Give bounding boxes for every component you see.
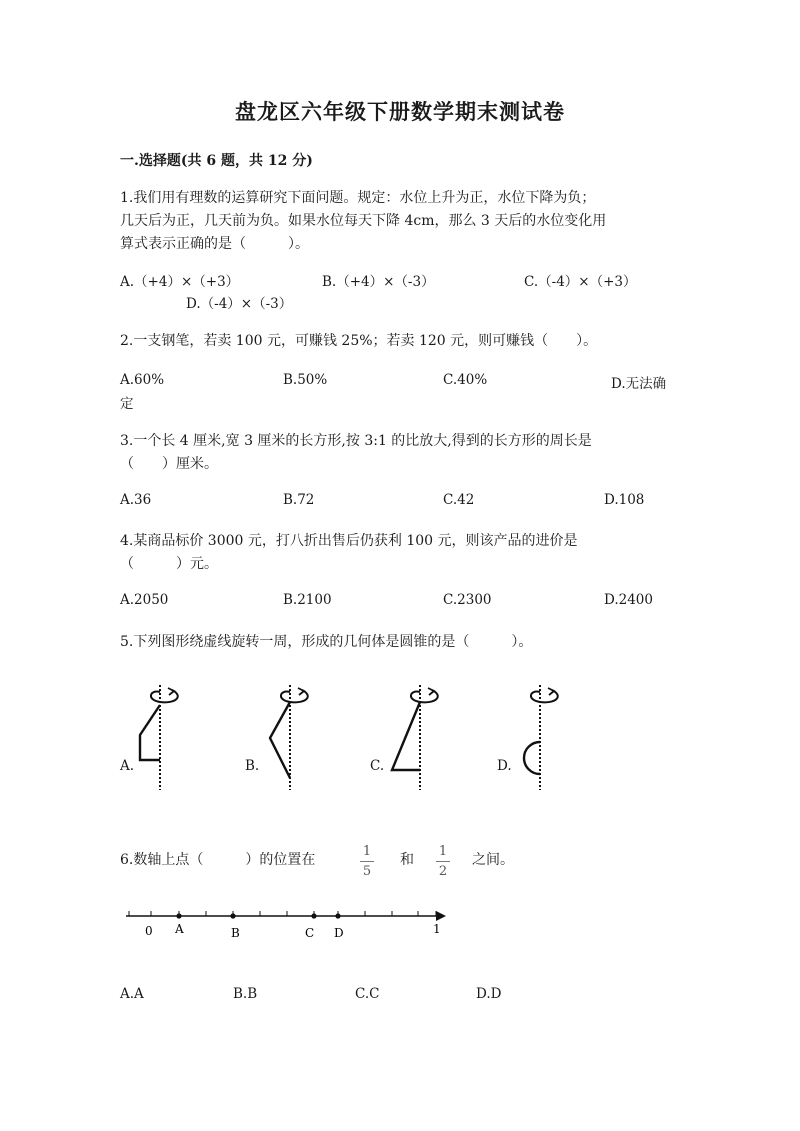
question-3-option-b[interactable]: B.72 bbox=[283, 492, 315, 508]
question-3-option-c[interactable]: C.42 bbox=[443, 492, 475, 508]
question-2-option-d[interactable]: D.无法确 bbox=[611, 376, 667, 392]
question-1-line-2: 几天后为正，几天前为负。如果水位每天下降 4cm，那么 3 天后的水位变化用 bbox=[120, 213, 607, 229]
question-6-between: 和 bbox=[400, 852, 414, 868]
question-1-option-c[interactable]: C.（-4）×（+3） bbox=[524, 274, 637, 290]
number-line bbox=[118, 902, 458, 952]
question-1-option-d[interactable]: D.（-4）×（-3） bbox=[186, 296, 293, 312]
question-5-option-b[interactable]: B. bbox=[245, 758, 260, 774]
fraction-one-half bbox=[433, 844, 453, 879]
fraction-one-fifth bbox=[357, 844, 377, 879]
figure-b[interactable] bbox=[270, 685, 308, 790]
point-a-dot bbox=[176, 913, 181, 918]
figure-b-outline bbox=[270, 702, 290, 778]
question-5-option-c[interactable]: C. bbox=[370, 758, 385, 774]
figure-c-outline bbox=[392, 702, 420, 770]
question-6-option-d[interactable]: D.D bbox=[476, 986, 502, 1002]
question-4-option-a[interactable]: A.2050 bbox=[120, 592, 169, 608]
figure-d-outline bbox=[524, 742, 540, 774]
arrow-head-icon bbox=[428, 688, 434, 695]
question-1-option-a[interactable]: A.（+4）×（+3） bbox=[120, 274, 240, 290]
point-d-dot bbox=[335, 913, 340, 918]
label-c: C bbox=[305, 926, 315, 940]
question-1-line-3: 算式表示正确的是（ ）。 bbox=[120, 236, 309, 252]
question-3-line-2: （ ）厘米。 bbox=[120, 456, 218, 472]
question-3-option-d[interactable]: D.108 bbox=[604, 492, 645, 508]
question-6-option-c[interactable]: C.C bbox=[355, 986, 380, 1002]
question-4-line-1: 4.某商品标价 3000 元，打八折出售后仍获利 100 元，则该产品的进价是 bbox=[120, 533, 578, 549]
question-3-line-1: 3.一个长 4 厘米,宽 3 厘米的长方形,按 3:1 的比放大,得到的长方形的周长是 bbox=[120, 433, 592, 449]
fraction-denominator: 2 bbox=[438, 864, 448, 879]
section-heading: 一.选择题(共 6 题，共 12 分) bbox=[120, 153, 313, 169]
figure-d[interactable] bbox=[524, 685, 558, 790]
arrow-head-icon bbox=[548, 688, 554, 695]
rotation-figures bbox=[110, 680, 590, 800]
label-one: 1 bbox=[433, 922, 441, 936]
question-6-option-b[interactable]: B.B bbox=[233, 986, 258, 1002]
arrow-head-icon bbox=[298, 688, 304, 695]
figure-a-outline bbox=[140, 705, 160, 760]
question-2-option-d-wrap: 定 bbox=[120, 396, 134, 412]
label-d: D bbox=[334, 926, 344, 940]
figure-c[interactable] bbox=[392, 685, 438, 790]
question-6-option-a[interactable]: A.A bbox=[120, 986, 144, 1002]
question-2-option-a[interactable]: A.60% bbox=[120, 372, 165, 388]
fraction-bar bbox=[436, 861, 450, 862]
fraction-bar bbox=[360, 861, 374, 862]
question-2-line-1: 2.一支钢笔，若卖 100 元，可赚钱 25%；若卖 120 元，则可赚钱（ ）。 bbox=[120, 333, 598, 349]
question-6-text-after: 之间。 bbox=[472, 852, 514, 868]
fraction-denominator: 5 bbox=[362, 864, 372, 879]
figure-a[interactable] bbox=[140, 685, 178, 790]
label-a: A bbox=[175, 922, 184, 936]
question-6-text-before: 6.数轴上点（ ）的位置在 bbox=[120, 852, 316, 868]
question-4-option-c[interactable]: C.2300 bbox=[443, 592, 492, 608]
question-3-option-a[interactable]: A.36 bbox=[120, 492, 152, 508]
question-4-option-d[interactable]: D.2400 bbox=[604, 592, 653, 608]
question-2-option-b[interactable]: B.50% bbox=[283, 372, 328, 388]
axis-arrow-icon bbox=[436, 911, 446, 921]
question-5-option-a[interactable]: A. bbox=[120, 758, 135, 774]
question-4-option-b[interactable]: B.2100 bbox=[283, 592, 332, 608]
point-c-dot bbox=[311, 913, 316, 918]
fraction-numerator: 1 bbox=[438, 844, 448, 859]
label-b: B bbox=[231, 926, 240, 940]
question-4-line-2: （ ）元。 bbox=[120, 556, 218, 572]
question-2-option-c[interactable]: C.40% bbox=[443, 372, 488, 388]
page-title: 盘龙区六年级下册数学期末测试卷 bbox=[235, 99, 565, 124]
point-b-dot bbox=[230, 913, 235, 918]
arrow-head-icon bbox=[168, 688, 174, 695]
question-5-option-d[interactable]: D. bbox=[497, 758, 512, 774]
fraction-numerator: 1 bbox=[362, 844, 372, 859]
question-1-option-b[interactable]: B.（+4）×（-3） bbox=[322, 274, 435, 290]
label-zero: 0 bbox=[145, 924, 153, 938]
question-1-line-1: 1.我们用有理数的运算研究下面问题。规定：水位上升为正，水位下降为负； bbox=[120, 190, 596, 206]
question-5-line-1: 5.下列图形绕虚线旋转一周，形成的几何体是圆锥的是（ ）。 bbox=[120, 634, 533, 650]
